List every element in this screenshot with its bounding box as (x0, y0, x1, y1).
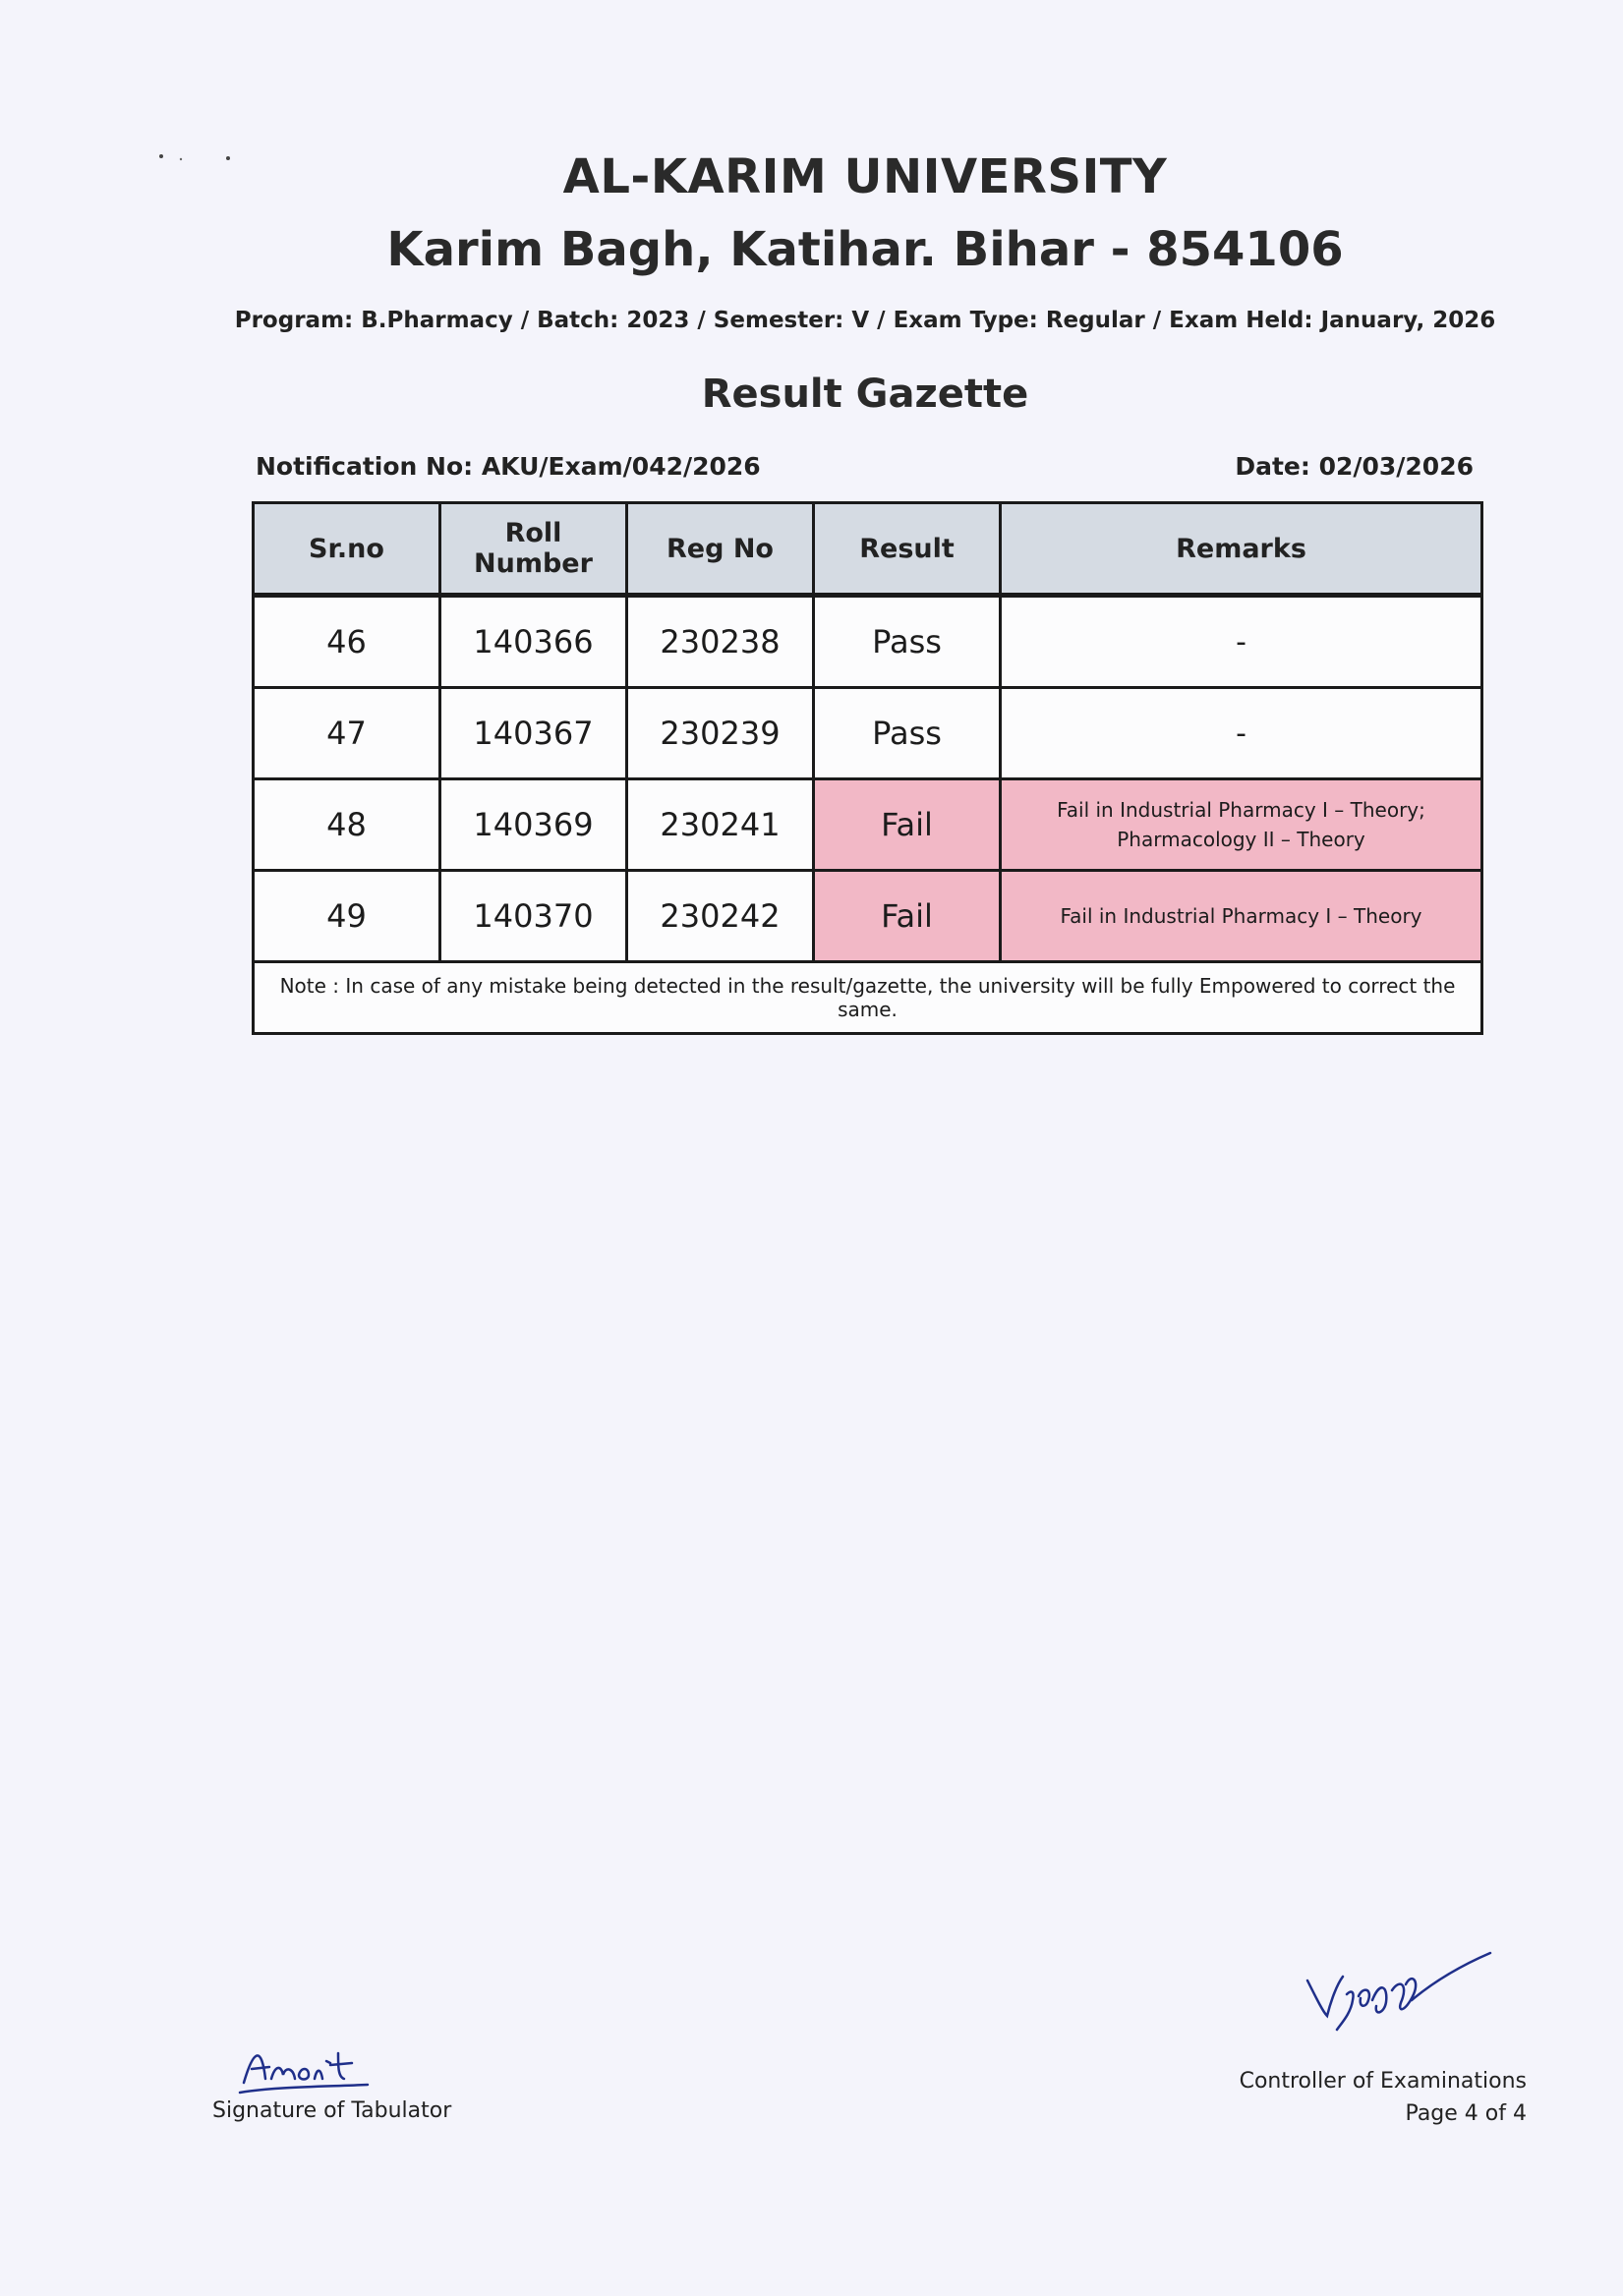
cell-remarks-fail (1001, 779, 1482, 871)
table-row (254, 779, 1482, 871)
university-address: Karim Bagh, Katihar. Bihar - 854106 (386, 222, 1344, 277)
document-title: Result Gazette (701, 372, 1029, 417)
results-table (252, 501, 1483, 1035)
program-details: Program: B.Pharmacy / Batch: 2023 / Semester: V / Exam Type: Regular / Exam Held: January, 2026 (234, 308, 1496, 333)
controller-label: Controller of Examinations (1239, 2069, 1527, 2094)
cell-reg-no: 230241 (627, 779, 814, 871)
table-header-row (254, 503, 1482, 596)
remarks-line: Fail in Industrial Pharmacy I – Theory (1060, 904, 1422, 928)
cell-result-fail: Fail (814, 871, 1001, 962)
cell-sr-no: 49 (254, 871, 440, 962)
cell-remarks-fail (1001, 871, 1482, 962)
notification-number: Notification No: AKU/Exam/042/2026 (256, 452, 761, 481)
cell-reg-no: 230238 (627, 596, 814, 688)
table-note: Note : In case of any mistake being detected in the result/gazette, the university will be fully Empowered to correct the same. (254, 962, 1482, 1034)
table-row (254, 596, 1482, 688)
remarks-line: - (1236, 624, 1246, 660)
cell-sr-no: 47 (254, 688, 440, 779)
column-header-sr-no: Sr.no (254, 503, 440, 596)
table-row (254, 871, 1482, 962)
cell-reg-no: 230242 (627, 871, 814, 962)
notification-date: Date: 02/03/2026 (1235, 452, 1474, 481)
remarks-line: Fail in Industrial Pharmacy I – Theory; (1057, 798, 1425, 822)
tabulator-label: Signature of Tabulator (212, 2098, 452, 2123)
cell-result-fail: Fail (814, 779, 1001, 871)
cell-roll-number: 140367 (440, 688, 627, 779)
column-header-result: Result (814, 503, 1001, 596)
cell-roll-number: 140370 (440, 871, 627, 962)
cell-remarks (1001, 688, 1482, 779)
cell-sr-no: 48 (254, 779, 440, 871)
cell-remarks (1001, 596, 1482, 688)
cell-roll-number: 140369 (440, 779, 627, 871)
controller-signature (1298, 1951, 1494, 2039)
cell-reg-no: 230239 (627, 688, 814, 779)
university-name: AL-KARIM UNIVERSITY (562, 149, 1168, 204)
tabulator-signature (236, 2039, 383, 2098)
column-header-remarks: Remarks (1001, 503, 1482, 596)
note-row (254, 962, 1482, 1034)
cell-sr-no: 46 (254, 596, 440, 688)
column-header-roll-number: Roll Number (440, 503, 627, 596)
table-row (254, 688, 1482, 779)
page-number: Page 4 of 4 (1405, 2101, 1527, 2126)
cell-result: Pass (814, 596, 1001, 688)
cell-roll-number: 140366 (440, 596, 627, 688)
remarks-line: Pharmacology II – Theory (1117, 828, 1365, 851)
column-header-reg-no: Reg No (627, 503, 814, 596)
cell-result: Pass (814, 688, 1001, 779)
remarks-line: - (1236, 716, 1246, 751)
